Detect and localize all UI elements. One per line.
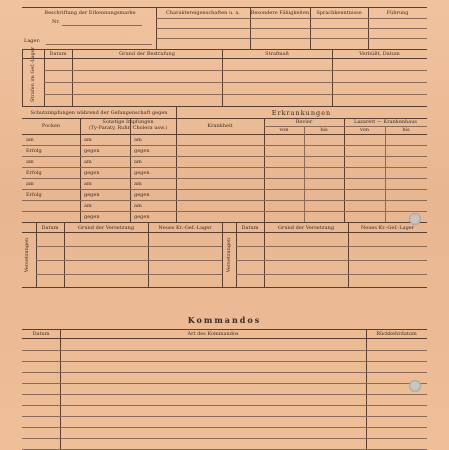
kommando-row-line xyxy=(22,416,427,417)
impf-cell: gegen xyxy=(84,192,100,198)
impf-cell: am xyxy=(84,181,92,187)
impf-cell: Erfolg xyxy=(26,148,42,154)
impf-cell: gegen xyxy=(134,170,150,176)
vers-grund-left: Grund der Versetzung xyxy=(77,225,135,231)
versetzungen-side-right: Versetzungen xyxy=(226,237,232,273)
impf-row-line xyxy=(22,167,427,168)
impf-cell: Erfolg xyxy=(26,192,42,198)
impf-cell: am xyxy=(26,137,34,143)
erkrankungen-title: Erkrankungen xyxy=(271,109,332,117)
krankheit-header: Krankheit xyxy=(207,123,233,129)
impf-cell: am xyxy=(84,137,92,143)
impf-cell: am xyxy=(26,181,34,187)
pocken-header: Pocken xyxy=(41,123,61,129)
impf-cell: gegen xyxy=(84,148,100,154)
strafen-side-label: Strafen im Gef.-Lager xyxy=(30,46,36,102)
kommandos-art-header: Art des Kommandos xyxy=(187,331,239,337)
impf-cell: am xyxy=(134,181,142,187)
fuehrung-header: Führung xyxy=(386,10,409,16)
verbuesst-header: Verbüßt, Datum xyxy=(359,51,400,57)
impf-row-line xyxy=(22,200,427,201)
impf-cell: gegen xyxy=(84,170,100,176)
vers-datum-right: Datum xyxy=(241,225,259,231)
lazarett-bis: bis xyxy=(402,127,410,133)
strafen-grund-header: Grund der Bestrafung xyxy=(119,51,175,57)
vers-datum-left: Datum xyxy=(41,225,59,231)
kommando-row-line xyxy=(22,350,427,351)
kommando-row-line xyxy=(22,427,427,428)
punch-hole xyxy=(409,380,421,392)
kommando-row-line xyxy=(22,405,427,406)
punch-hole xyxy=(409,213,421,225)
impf-row-line xyxy=(22,189,427,190)
impf-cell: am xyxy=(26,159,34,165)
strafmass-header: Strafmaß xyxy=(265,51,289,57)
kommando-row-line xyxy=(22,438,427,439)
kommando-row-line xyxy=(22,394,427,395)
impf-cell: gegen xyxy=(134,148,150,154)
beschriftung-label: Beschriftung der Erkennungsmarke xyxy=(44,10,136,16)
impf-row-line xyxy=(22,156,427,157)
strafen-datum-header: Datum xyxy=(49,51,67,57)
impf-cell: am xyxy=(134,203,142,209)
kommando-row-line xyxy=(22,361,427,362)
sprach-header: Sprachkenntnisse xyxy=(316,10,362,16)
lazarett-header: Lazarett — Krankenhaus xyxy=(354,119,417,125)
impf-cell: am xyxy=(134,137,142,143)
versetzungen-side-left: Versetzungen xyxy=(24,237,30,273)
impf-row-line xyxy=(22,145,427,146)
vers-grund-right: Grund der Versetzung xyxy=(277,225,335,231)
vers-neues-right: Neues Kr.-Gef.-Lager xyxy=(360,225,415,231)
revier-von: von xyxy=(279,127,289,133)
kommando-row-line xyxy=(22,372,427,373)
impf-cell: gegen xyxy=(134,192,150,198)
revier-bis: bis xyxy=(320,127,328,133)
kommandos-title: Kommandos xyxy=(187,315,262,325)
kommando-row-line xyxy=(22,383,427,384)
sonstige-subheader: (Ty-Paraty, Ruhr, Cholera usw.) xyxy=(88,125,168,131)
faehigkeiten-header: Besondere Fähigkeiten xyxy=(250,10,310,16)
lazarett-von: von xyxy=(359,127,370,133)
impf-cell: am xyxy=(134,159,142,165)
revier-header: Revier xyxy=(295,119,313,125)
impf-cell: gegen xyxy=(134,214,150,220)
impf-cell: am xyxy=(84,203,92,209)
impf-cell: am xyxy=(84,159,92,165)
kommandos-datum-header: Datum xyxy=(32,331,50,337)
impf-title: Schutzimpfungen während der Gefangenschaft gegen xyxy=(30,110,168,116)
impf-row-line xyxy=(22,178,427,179)
vers-neues-left: Neues Kr.-Gef.-Lager xyxy=(158,225,212,231)
charakter-header: Charaktereigenschaften u. a. xyxy=(166,10,240,16)
impf-cell: gegen xyxy=(84,214,100,220)
nr-label: Nr. xyxy=(52,19,60,25)
impf-cell: Erfolg xyxy=(26,170,42,176)
lager-label: Lager: xyxy=(24,38,41,44)
kommandos-rueck-header: Rückkehrdatum xyxy=(376,331,417,337)
sonstige-header: Sonstige Impfungen xyxy=(102,119,154,125)
impf-row-line xyxy=(22,211,427,212)
